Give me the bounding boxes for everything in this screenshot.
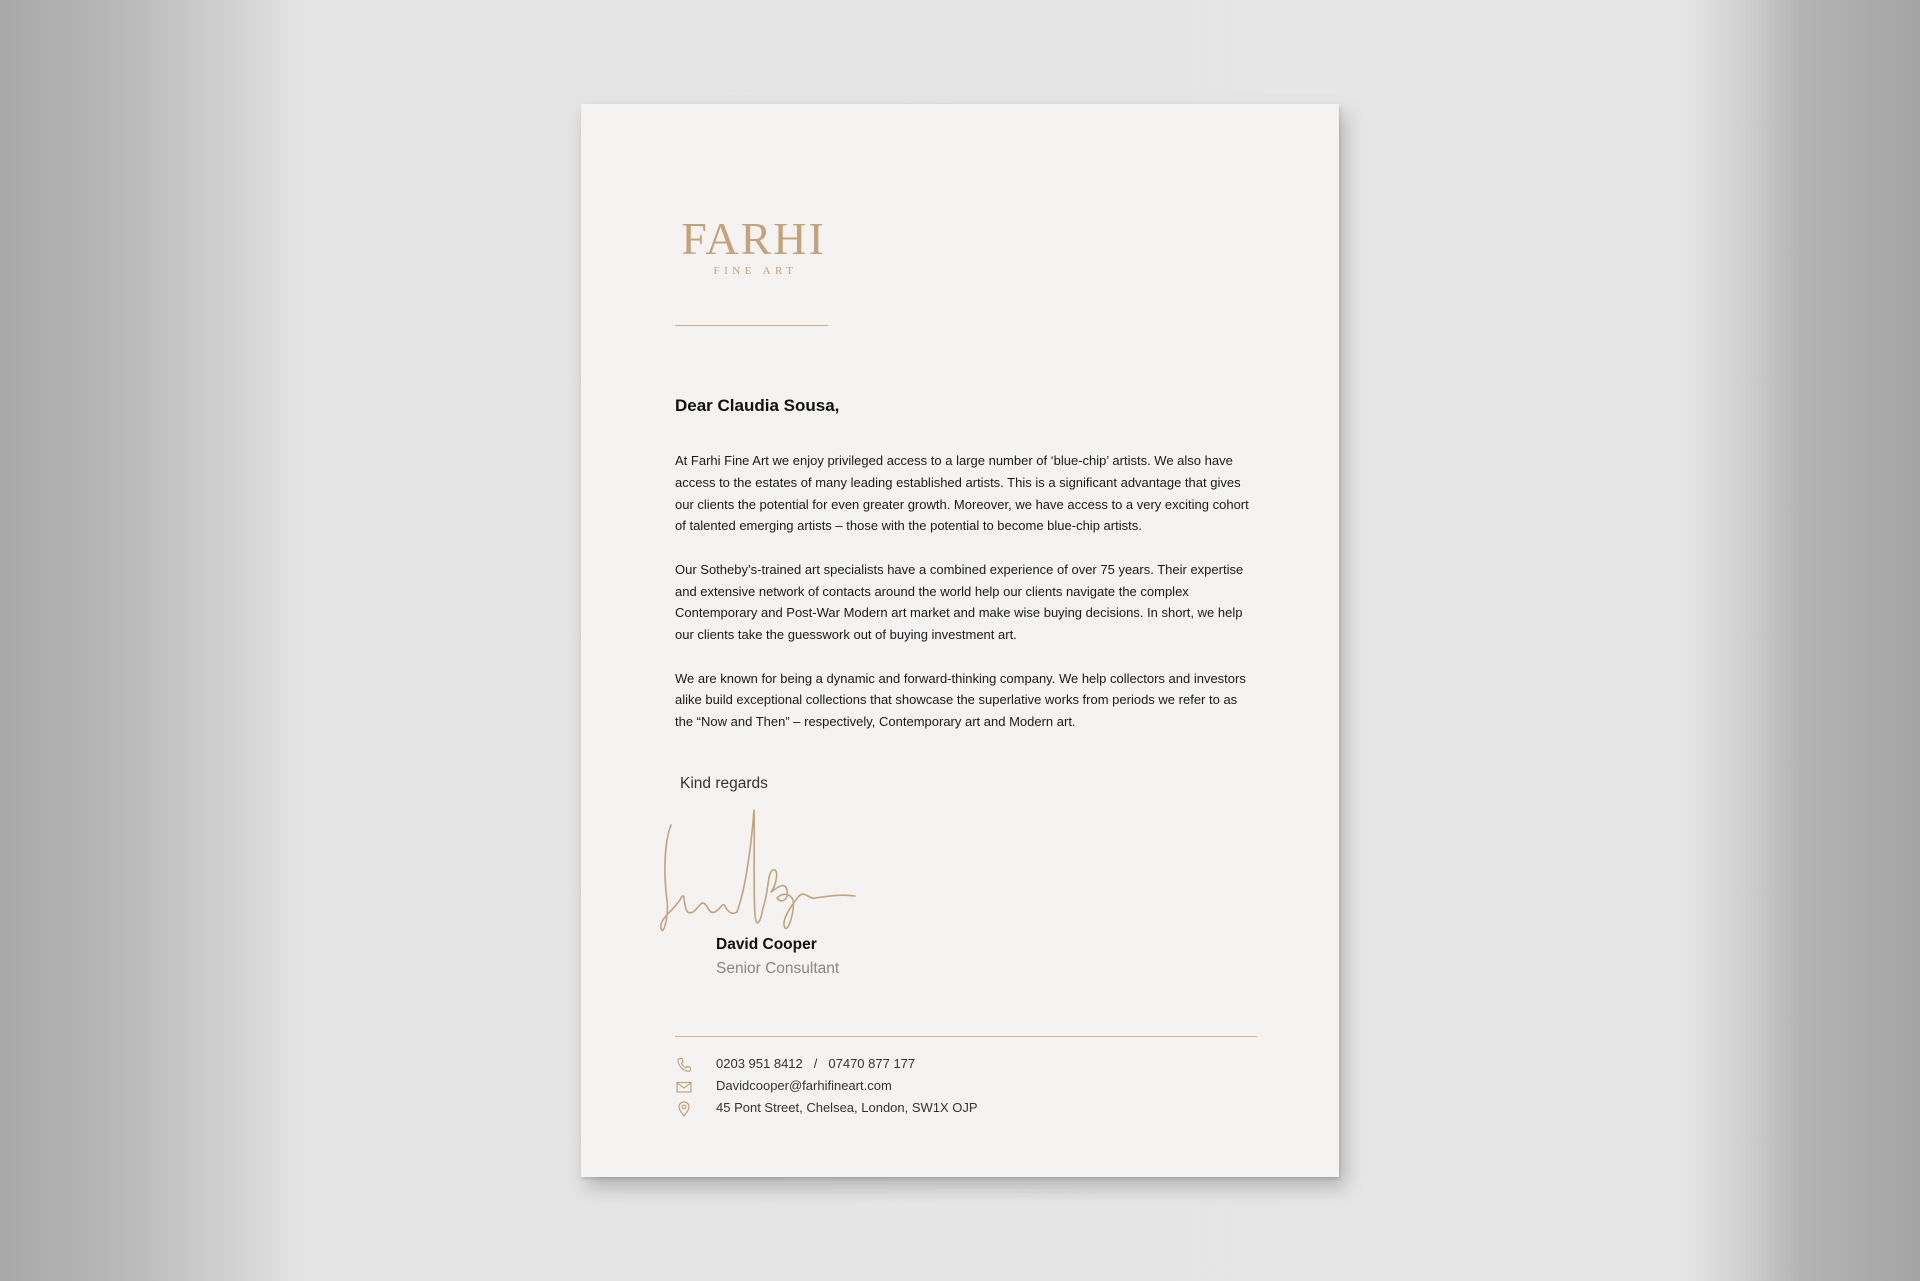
phone-number-primary[interactable]: 0203 951 8412 — [716, 1056, 803, 1071]
letterhead-page — [581, 104, 1339, 1177]
letter-closing: Kind regards — [680, 775, 768, 792]
logo-divider — [675, 325, 828, 326]
signer-title: Senior Consultant — [716, 960, 840, 977]
signer-name: David Cooper — [716, 936, 817, 953]
phone-separator: / — [813, 1056, 818, 1071]
footer-divider — [675, 1036, 1257, 1037]
phone-number-mobile[interactable]: 07470 877 177 — [828, 1056, 916, 1071]
handwritten-signature — [659, 800, 859, 940]
letter-body — [675, 450, 1255, 755]
postal-address: 45 Pont Street, Chelsea, London, SW1X OJP — [716, 1100, 978, 1115]
letter-greeting: Dear Claudia Sousa, — [675, 396, 840, 415]
contact-email-row — [675, 1077, 892, 1097]
brand-subtitle: FINE ART — [713, 265, 798, 277]
phone-icon — [675, 1056, 693, 1074]
mail-icon — [675, 1078, 693, 1096]
email-address[interactable]: Davidcooper@farhifineart.com — [716, 1078, 892, 1093]
contact-phone-row — [675, 1055, 916, 1075]
brand-logo — [675, 213, 832, 277]
contact-address-row — [675, 1099, 978, 1119]
letter-paragraph: We are known for being a dynamic and forward-thinking company. We help collectors and investors alike build exceptional collections that showcase the superlative works from periods we refer to as the “Now and Then” – respectively, Contemporary art and Modern art. — [675, 670, 1246, 730]
location-pin-icon — [675, 1100, 693, 1118]
letter-paragraph: Our Sotheby’s-trained art specialists have a combined experience of over 75 years. Their expertise and extensive network of contacts around the world help our clients navigate the complex Contemporary and Post-War Modern art market and make wise buying decisions. In short, we help our clients take the guesswork out of buying investment art. — [675, 561, 1244, 643]
letter-paragraph: At Farhi Fine Art we enjoy privileged access to a large number of ‘blue-chip’ artists. We also have access to the estates of many leading established artists. This is a significant advantage that gives our clients the potential for even greater growth. Moreover, we have access to a very exciting cohort of talented emerging artists – those with the potential to become blue-chip artists. — [675, 453, 1249, 534]
brand-name: FARHI — [681, 213, 826, 264]
